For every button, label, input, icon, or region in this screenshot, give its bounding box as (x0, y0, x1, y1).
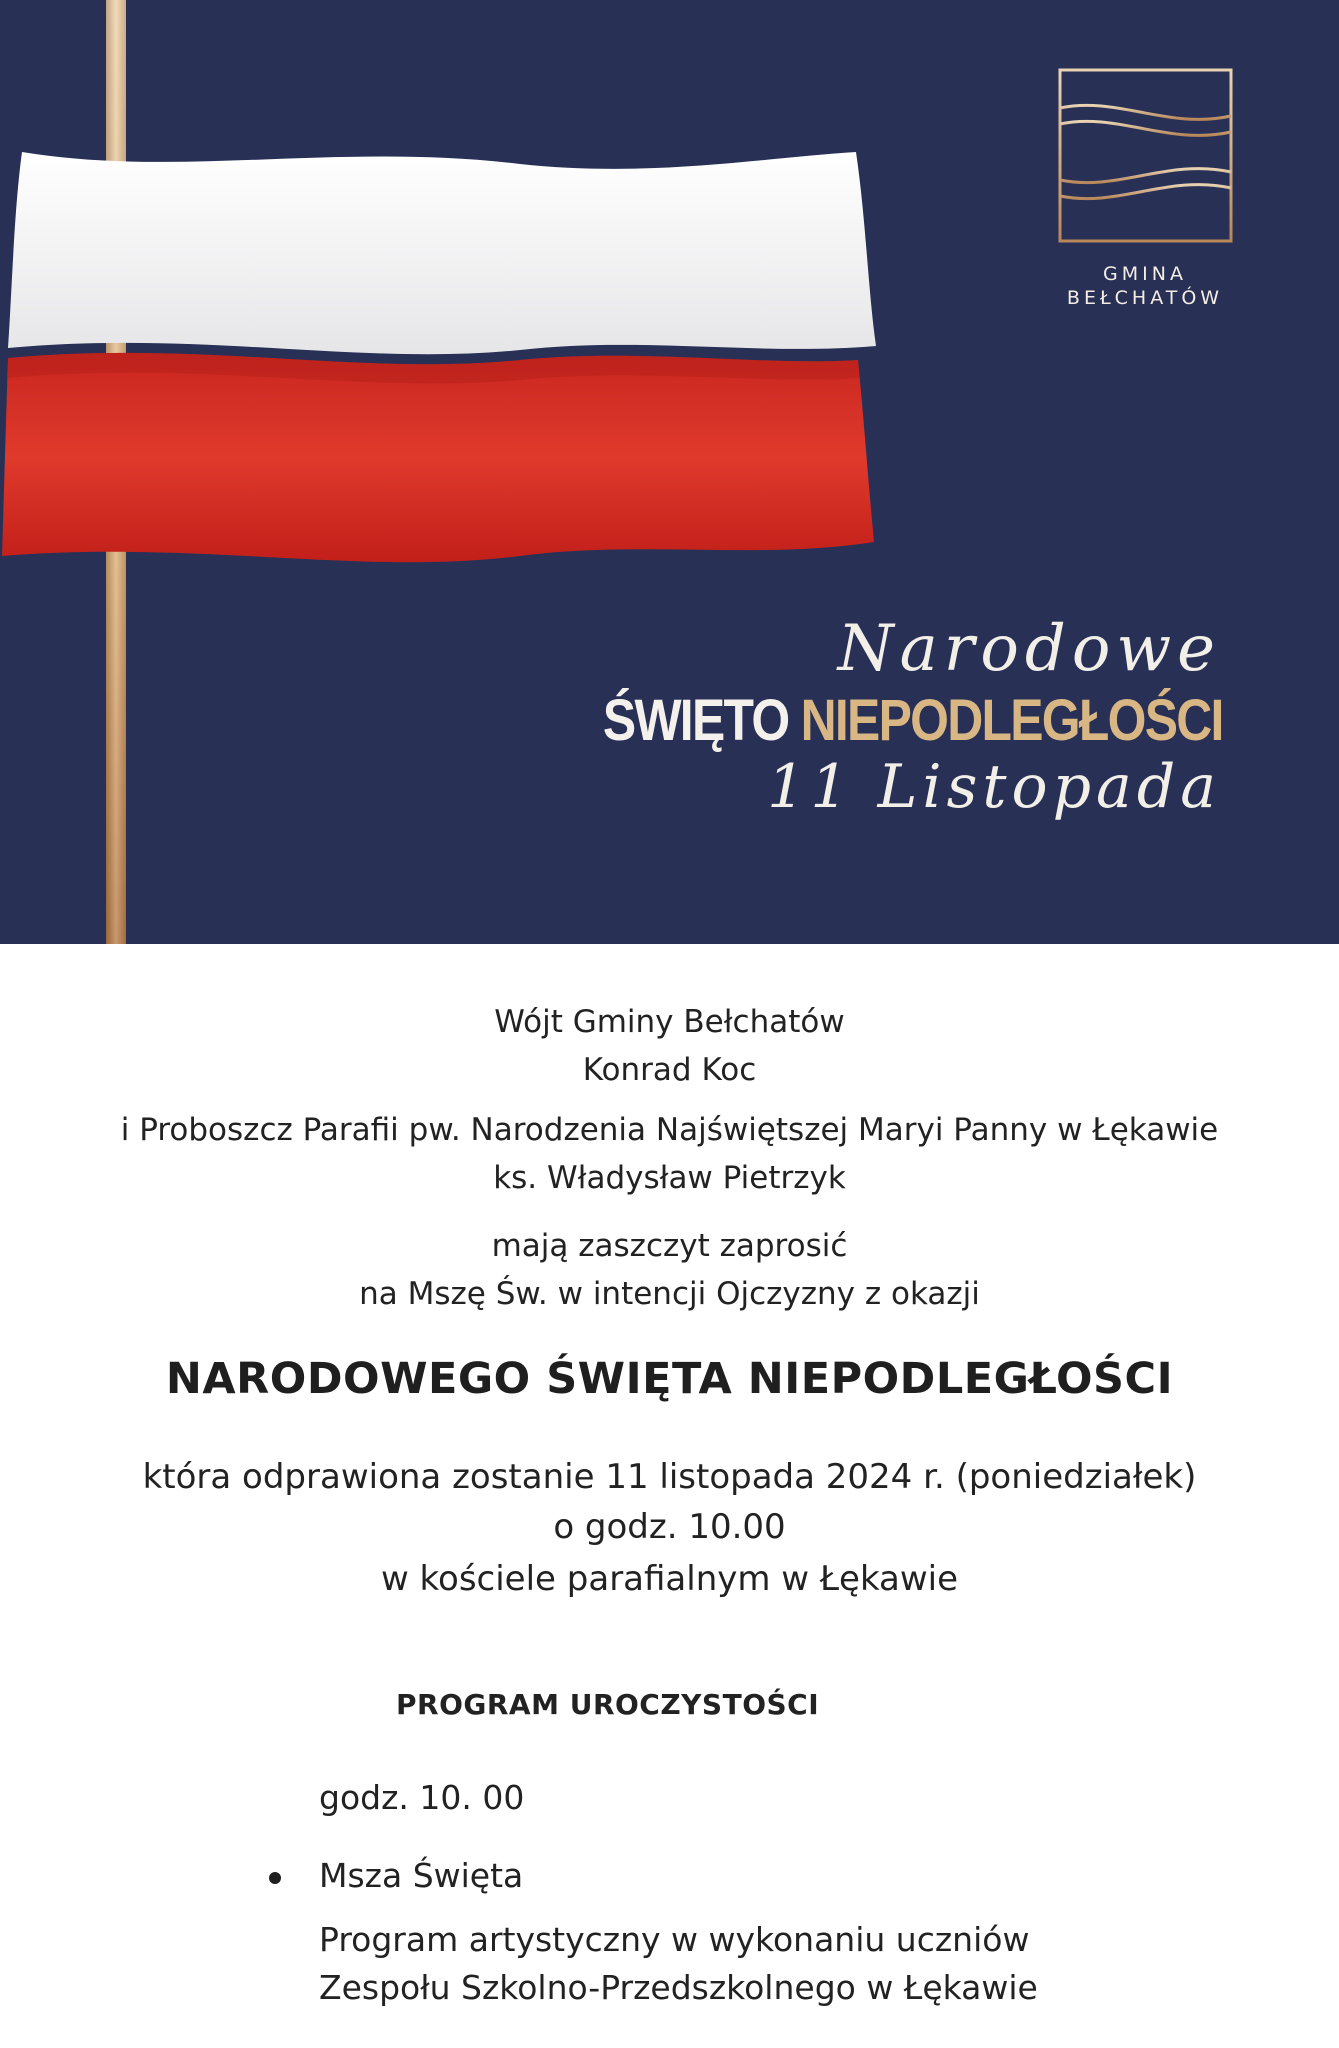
detail-line3: w kościele parafialnym w Łękawie (380, 1559, 959, 1599)
gmina-belchatow-logo (1058, 68, 1233, 243)
detail-line1: która odprawiona zostanie 11 listopada 2024 r. (poniedziałek) (142, 1457, 1197, 1497)
host2-title: i Proboszcz Parafii pw. Narodzenia Najświętszej Maryi Panny w Łękawie (120, 1112, 1219, 1148)
title-line-swieto-niepodleglosci (603, 686, 1223, 756)
intro-line1: mają zaszczyt zaprosić (491, 1228, 848, 1264)
host1-name: Konrad Koc (582, 1052, 757, 1088)
logo-name (1030, 262, 1260, 310)
detail-line2: o godz. 10.00 (553, 1507, 786, 1547)
bullet-icon (269, 1872, 281, 1884)
program-item-mass: Msza Święta (319, 1856, 524, 1895)
intro-line2: na Mszę Św. w intencji Ojczyzny z okazji (359, 1276, 980, 1312)
main-heading: NARODOWEGO ŚWIĘTA NIEPODLEGŁOŚCI (165, 1354, 1174, 1404)
flag-white-band (8, 152, 876, 354)
logo-name-line2: BEŁCHATÓW (1066, 287, 1224, 309)
host2-name: ks. Władysław Pietrzyk (493, 1160, 846, 1196)
title-word-niepodleglosci: NIEPODLEGŁOŚCI (800, 688, 1223, 753)
program-note-line2: Zespołu Szkolno-Przedszkolnego w Łękawie (319, 1968, 1038, 2007)
title-line-date: 11 Listopada (767, 752, 1221, 822)
program-title: PROGRAM UROCZYSTOŚCI (396, 1688, 820, 1721)
program-time: godz. 10. 00 (319, 1778, 525, 1817)
logo-name-line1: GMINA (1103, 263, 1187, 285)
flag-red-band (2, 353, 874, 562)
title-line-narodowe: Narodowe (837, 612, 1221, 686)
header-banner (0, 0, 1339, 944)
host1-title: Wójt Gminy Bełchatów (494, 1004, 845, 1040)
title-word-swieto: ŚWIĘTO (603, 688, 789, 753)
program-note-line1: Program artystyczny w wykonaniu uczniów (319, 1920, 1030, 1959)
